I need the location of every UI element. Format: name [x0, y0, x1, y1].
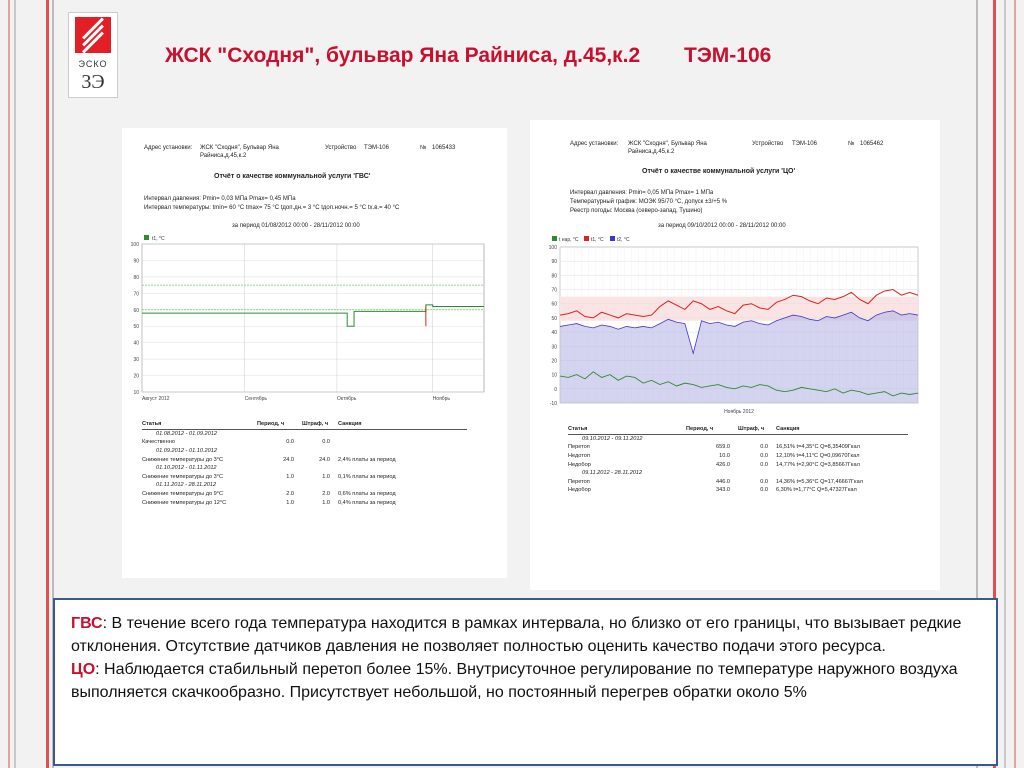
weather-registry: Реестр погоды: Москва (северо-запад, Тушино) [570, 208, 703, 214]
y-tick-label: 60 [551, 301, 557, 308]
table-cell: 12,10% t=4,11°C Q=0,09670Гкал [776, 453, 860, 460]
address-value: ЖСК "Сходня", Бульвар Яна [628, 141, 707, 147]
device-value: ТЭМ-106 [792, 141, 817, 147]
table-cell: Снижение температуры до 9°С [142, 491, 224, 498]
table-cell: 6,30% t=1,77°C Q=5,47327Гкал [776, 487, 857, 494]
table-cell: 0.0 [286, 439, 294, 446]
table-cell: Перетоп [568, 478, 590, 485]
co-chart [530, 233, 940, 423]
address-value: ЖСК "Сходня", Бульвар Яна [200, 145, 279, 151]
x-tick-label: Ноябрь 2012 [724, 409, 754, 415]
table-period-row: 09.11.2012 - 28.11.2012 [582, 470, 643, 477]
y-tick-label: 40 [551, 330, 557, 337]
decor-line [14, 0, 16, 768]
table-header-cell: Статья [568, 426, 588, 433]
title-address: ЖСК "Сходня", бульвар Яна Райниса, д.45,к.2 [165, 44, 641, 67]
table-header-cell: Штраф, ч [738, 426, 765, 433]
table-header [142, 420, 467, 430]
legend-label: t1, °C [152, 236, 165, 242]
table-period-row: 01.10.2012 - 01.11.2012 [156, 465, 217, 472]
table-row [142, 473, 467, 482]
logo-sign: 3Э [81, 71, 105, 93]
address-value: Райниса,д.45,к.2 [200, 153, 247, 159]
number-label: № [848, 141, 855, 147]
table-row [568, 443, 908, 452]
gvs-table [142, 420, 467, 507]
table-cell: 1.0 [322, 473, 330, 480]
decor-line [8, 0, 10, 768]
number-value: 1065462 [860, 141, 884, 147]
x-tick-label: Октябрь [336, 396, 357, 402]
table-cell: 0.0 [760, 444, 768, 451]
table-cell: 1.0 [322, 499, 330, 506]
table-cell: 0.0 [760, 461, 768, 468]
y-tick-label: 70 [551, 287, 557, 294]
report-co [530, 120, 940, 590]
report-period: за период 01/08/2012 00:00 - 28/11/2012 00:00 [232, 223, 360, 229]
table-cell: 0.0 [760, 487, 768, 494]
comment-panel [53, 598, 998, 766]
device-label: Устройство [325, 145, 357, 151]
y-tick-label: 10 [551, 372, 557, 379]
table-header-cell: Статья [142, 421, 162, 428]
report-period: за период 09/10/2012 00:00 - 28/11/2012 00:00 [658, 223, 786, 229]
table-cell: 16,51% t=4,35°C Q=8,35409Гкал [776, 444, 860, 451]
y-tick-label: 100 [130, 242, 139, 248]
pressure-interval: Интервал давления: Pmin= 0,05 МПа Pmax= 1 МПа [570, 190, 714, 196]
legend-swatch [144, 235, 149, 240]
address-label: Адрес установки: [144, 145, 193, 151]
table-header-cell: Штраф, ч [302, 421, 329, 428]
table-cell: 2,4% платы за период [338, 456, 396, 463]
table-cell: 426.0 [716, 461, 730, 468]
table-header-cell: Санкция [776, 426, 800, 433]
y-tick-label: 30 [551, 344, 557, 351]
x-tick-label: Сентябрь [244, 396, 268, 402]
pressure-interval: Интервал давления: Pmin= 0,03 МПа Pmax= 0,45 МПа [144, 196, 296, 202]
y-tick-label: 70 [133, 291, 139, 298]
table-cell: 0,1% платы за период [338, 473, 396, 480]
co-comment: : Наблюдается стабильный перетоп более 15%. Внутрисуточное регулирование по температуре наружного воздуха выполняется скачкообразно. Присутствует небольшой, но постоянный перегрев обратки около 5% [71, 661, 958, 701]
table-row [142, 490, 467, 499]
table-cell: Недотоп [568, 453, 590, 460]
gvs-comment: : В течение всего года температура находится в рамках интервала, но близко от его границы, что вызывает редкие отклонения. Отсутствие датчиков давления не позволяет полностью оценить качество подачи этого ресурса. [71, 615, 962, 655]
table-cell: Снижение температуры до 12°С [142, 499, 227, 506]
logo-mark-icon [75, 17, 111, 53]
legend-swatch [610, 236, 615, 241]
table-period-row: 01.08.2012 - 01.09.2012 [156, 430, 217, 437]
table-cell: Недобор [568, 487, 591, 494]
page-title [165, 44, 771, 68]
table-cell: Качественно [142, 439, 175, 446]
table-header-cell: Период, ч [686, 426, 714, 433]
table-cell: 0,6% платы за период [338, 491, 396, 498]
device-value: ТЭМ-106 [364, 145, 389, 151]
co-keyword: ЦО [71, 661, 96, 678]
report-heading: Отчёт о качестве коммунальной услуги 'ЦО' [642, 168, 796, 175]
y-tick-label: 0 [554, 386, 557, 393]
table-cell: Снижение температуры до 3°С [142, 473, 224, 480]
legend-swatch [552, 236, 557, 241]
y-tick-label: -10 [549, 401, 557, 407]
number-value: 1065433 [432, 145, 456, 151]
table-cell: 14,36% t=5,36°C Q=17,46667Гкал [776, 478, 863, 485]
table-cell: Перетоп [568, 444, 590, 451]
table-header [568, 425, 908, 435]
table-cell: 343.0 [716, 487, 730, 494]
decor-line [46, 0, 49, 768]
report-heading: Отчёт о качестве коммунальной услуги 'ГВС' [214, 173, 371, 180]
address-value: Райниса,д.45,к.2 [628, 149, 675, 155]
table-cell: 446.0 [716, 478, 730, 485]
table-period-row: 01.09.2012 - 01.10.2012 [156, 448, 217, 455]
y-tick-label: 80 [551, 273, 557, 280]
table-cell: 0.0 [760, 478, 768, 485]
comment-text [71, 612, 986, 704]
company-logo [68, 12, 118, 98]
table-row [568, 486, 908, 495]
decor-line [1014, 0, 1016, 768]
y-tick-label: 20 [551, 358, 557, 365]
gvs-keyword: ГВС [71, 615, 103, 632]
legend-swatch [584, 236, 589, 241]
y-tick-label: 10 [133, 390, 139, 396]
table-cell: 14,77% t=2,90°C Q=3,85667Гкал [776, 461, 860, 468]
table-cell: 1.0 [286, 473, 294, 480]
decor-line [1004, 0, 1006, 768]
legend-label: t1, °C [591, 237, 604, 243]
table-cell: 10.0 [719, 453, 730, 460]
report-gvs [122, 128, 507, 578]
table-cell: 0,4% платы за период [338, 499, 396, 506]
gvs-chart [122, 232, 507, 412]
legend-label: t нар, °C [559, 237, 579, 243]
y-tick-label: 50 [551, 315, 557, 322]
address-label: Адрес установки: [570, 141, 619, 147]
temperature-interval: Интервал температуры: tmin= 60 °C tmax= 75 °C tдоп.дн.= 3 °C tдоп.ночн.= 5 °C tх.в.= 40 °C [144, 205, 400, 211]
y-tick-label: 40 [133, 340, 139, 347]
y-tick-label: 90 [551, 259, 557, 266]
table-cell: 2.0 [286, 491, 294, 498]
logo-name: ЭСКО [78, 59, 108, 69]
x-tick-label: Август 2012 [142, 396, 170, 402]
table-period-row: 09.10.2012 - 09.11.2012 [582, 435, 643, 442]
number-label: № [420, 145, 427, 151]
y-tick-label: 60 [133, 307, 139, 314]
table-cell: 1.0 [286, 499, 294, 506]
title-device: ТЭМ-106 [684, 44, 772, 67]
table-cell: Снижение температуры до 3°С [142, 456, 224, 463]
table-row [568, 478, 908, 487]
table-row [568, 452, 908, 461]
table-row [142, 438, 467, 447]
x-tick-label: Ноябрь [432, 396, 451, 402]
table-cell: 659.0 [716, 444, 730, 451]
table-cell: 0.0 [322, 439, 330, 446]
table-row [142, 498, 467, 507]
table-row [142, 455, 467, 464]
table-cell: 24.0 [319, 456, 330, 463]
y-tick-label: 100 [548, 245, 557, 251]
y-tick-label: 20 [133, 373, 139, 380]
table-cell: 2.0 [322, 491, 330, 498]
y-tick-label: 30 [133, 357, 139, 364]
table-cell: 24.0 [283, 456, 294, 463]
table-header-cell: Санкция [338, 421, 362, 428]
temperature-graph: Температурный график: МОЭК 95/70 °C, допуск ±3/+5 % [570, 199, 728, 205]
table-row [568, 460, 908, 469]
table-cell: 0.0 [760, 453, 768, 460]
table-period-row: 01.11.2012 - 28.11.2012 [156, 482, 217, 489]
table-header-cell: Период, ч [257, 421, 285, 428]
co-table [568, 425, 908, 495]
table-cell: Недобор [568, 461, 591, 468]
legend-label: t2, °C [617, 237, 630, 243]
device-label: Устройство [752, 141, 784, 147]
y-tick-label: 50 [133, 324, 139, 331]
y-tick-label: 80 [133, 274, 139, 281]
y-tick-label: 90 [133, 258, 139, 265]
